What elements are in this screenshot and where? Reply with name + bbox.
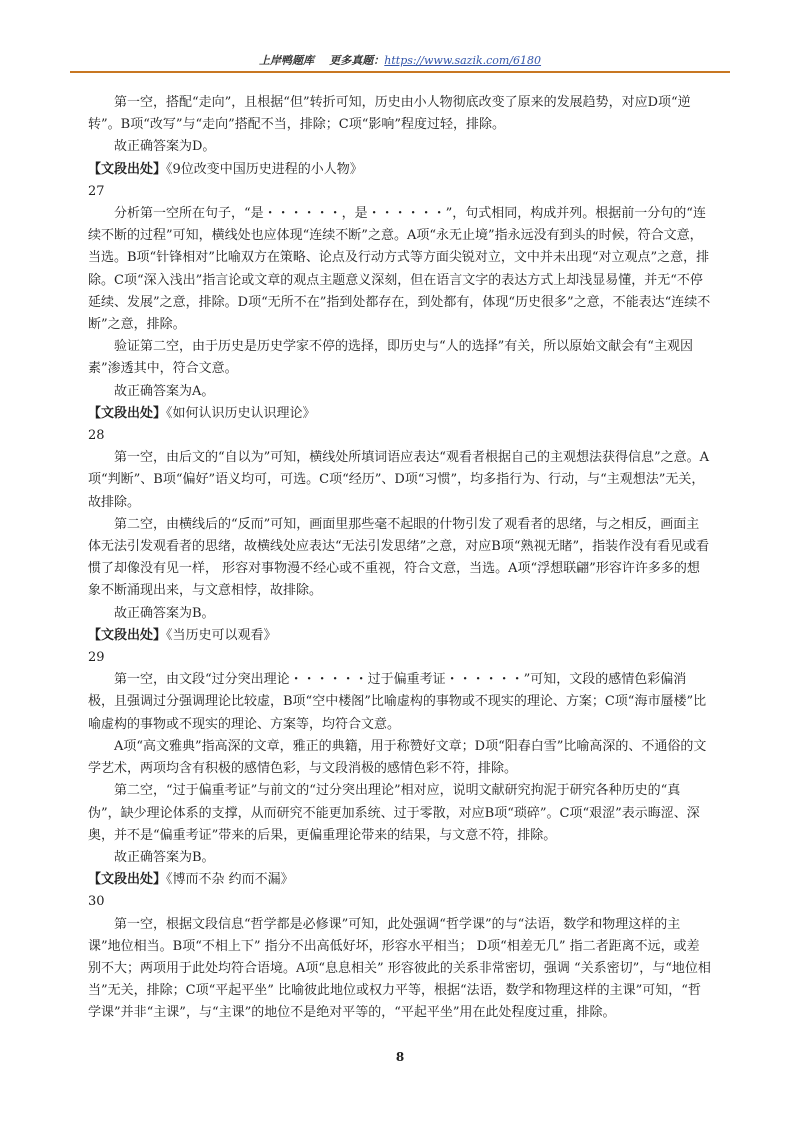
body-paragraph: A项“高文雅典”指高深的文章，雅正的典籍，用于称赞好文章；D项“阳春白雪”比喻高深的、不通俗的文学艺术，两项均含有积极的感情色彩，与文段消极的感情色彩不符，排除。 xyxy=(88,738,707,777)
body-paragraph: 第一空，搭配“走向”，且根据“但”转折可知，历史由小人物彻底改变了原来的发展趋势，对应D项“逆转”。B项“改写”与“走向”搭配不当，排除；C项“影响”程度过轻，排除。 xyxy=(88,95,691,133)
question-number: 27 xyxy=(88,183,105,199)
source-citation xyxy=(88,403,712,425)
body-paragraph: 第一空，由文段“过分突出理论・・・・・・过于偏重考证・・・・・・”可知，文段的感情色彩偏消极，且强调过分强调理论比较虚，B项“空中楼阁”比喻虚构的事物或不现实的理论、方案；C项“海市蜃楼”比喻虚构的事物或不现实的理论、方案等，均符合文意。 xyxy=(88,672,707,732)
body-paragraph: 故正确答案为B。 xyxy=(114,849,215,865)
source-title: 《9位改变中国历史进程的小人物》 xyxy=(166,161,363,177)
source-title: 《如何认识历史认识理论》 xyxy=(166,405,316,421)
page-header xyxy=(70,52,730,68)
document-body xyxy=(88,92,712,1025)
body-paragraph: 第二空，“过于偏重考证”与前文的“过分突出理论”相对应，说明文献研究拘泥于研究各种历史的“真伪”，缺少理论体系的支撑，从而研究不能更加系统、过于零散，对应B项“琐碎”。C项“艰涩”表示晦涩、深奥，并不是“偏重考证”带来的后果，更偏重理论带来的结果，与文意不符，排除。 xyxy=(88,783,700,843)
header-divider xyxy=(70,71,730,73)
source-citation xyxy=(88,625,712,647)
source-citation xyxy=(88,869,712,891)
body-paragraph: 分析第一空所在句子，“是・・・・・・，是・・・・・・”，句式相同，构成并列。根据前一分句的“连续不断的过程”可知，横线处也应体现“连续不断”之意。A项“永无止境”指永远没有到头的时候，符合文意，当选。B项“针锋相对”比喻双方在策略、论点及行动方式等方面尖锐对立，文中并未出现“对立观点”之意，排除。C项“深入浅出”指言论或文章的观点主题意义深刻，但在语言文字的表达方式上却浅显易懂，并无“不停延续、发展”之意，排除。D项“无所不在”指到处都存在，到处都有，体现“历史很多”之意，不能表达“连续不断”之意，排除。 xyxy=(88,206,711,333)
body-paragraph: 第二空，由横线后的“反而”可知，画面里那些毫不起眼的什物引发了观看者的思绪，与之相反，画面主体无法引发观看者的思绪，故横线处应表达“无法引发思绪”之意，对应B项“熟视无睹”，指装作没有看见或看惯了却像没有见一样， 形容对事物漫不经心或不重视，符合文意，当选。A项“浮想联翩”形容许许多多的想象不断涌现出来，与文意相悖，故排除。 xyxy=(88,516,710,599)
body-paragraph: 验证第二空，由于历史是历史学家不停的选择，即历史与“人的选择”有关，所以原始文献会有“主观因素”渗透其中，符合文意。 xyxy=(88,339,693,377)
body-paragraph: 第一空，由后文的“自以为”可知，横线处所填词语应表达“观看者根据自己的主观想法获得信息”之意。A项“判断”、B项“偏好”语义均可，可选。C项“经历”、D项“习惯”，均多指行为、行动，与“主观想法”无关，故排除。 xyxy=(88,450,709,510)
header-label: 更多真题： xyxy=(329,54,385,67)
source-tag: 【文段出处】 xyxy=(88,161,167,177)
body-paragraph: 第一空，根据文段信息“哲学都是必修课”可知，此处强调“哲学课”的与“法语，数学和物理这样的主课”地位相当。B项“不相上下” 指分不出高低好坏，形容水平相当； D项“相差无几” 指二者距离不远，或差别不大；两项用于此处均符合语境。A项“息息相关” 形容彼此的关系非常密切，强调 “关系密切”，与“地位相当”无关，排除；C项“平起平坐” 比喻彼此地位或权力平等，根据“法语，数学和物理这样的主课”可知，“哲学课”并非“主课”，与“主课”的地位不是绝对平等的，“平起平坐”用在此处程度过重，排除。 xyxy=(88,916,711,1021)
source-tag: 【文段出处】 xyxy=(88,405,167,421)
source-title: 《当历史可以观看》 xyxy=(166,627,277,643)
body-paragraph: 故正确答案为D。 xyxy=(114,139,216,155)
header-url-link[interactable]: https://www.sazik.com/6180 xyxy=(384,54,542,67)
source-tag: 【文段出处】 xyxy=(88,627,167,643)
body-paragraph: 故正确答案为A。 xyxy=(114,383,215,399)
question-number: 29 xyxy=(88,650,105,666)
question-number: 30 xyxy=(88,894,105,910)
header-site: 上岸鸭题库 xyxy=(258,54,314,67)
question-number: 28 xyxy=(88,428,105,444)
page-number: 8 xyxy=(395,1050,405,1064)
source-title: 《博而不杂 约而不漏》 xyxy=(166,872,294,888)
body-paragraph: 故正确答案为B。 xyxy=(114,605,215,621)
source-citation xyxy=(88,159,712,181)
source-tag: 【文段出处】 xyxy=(88,872,167,888)
